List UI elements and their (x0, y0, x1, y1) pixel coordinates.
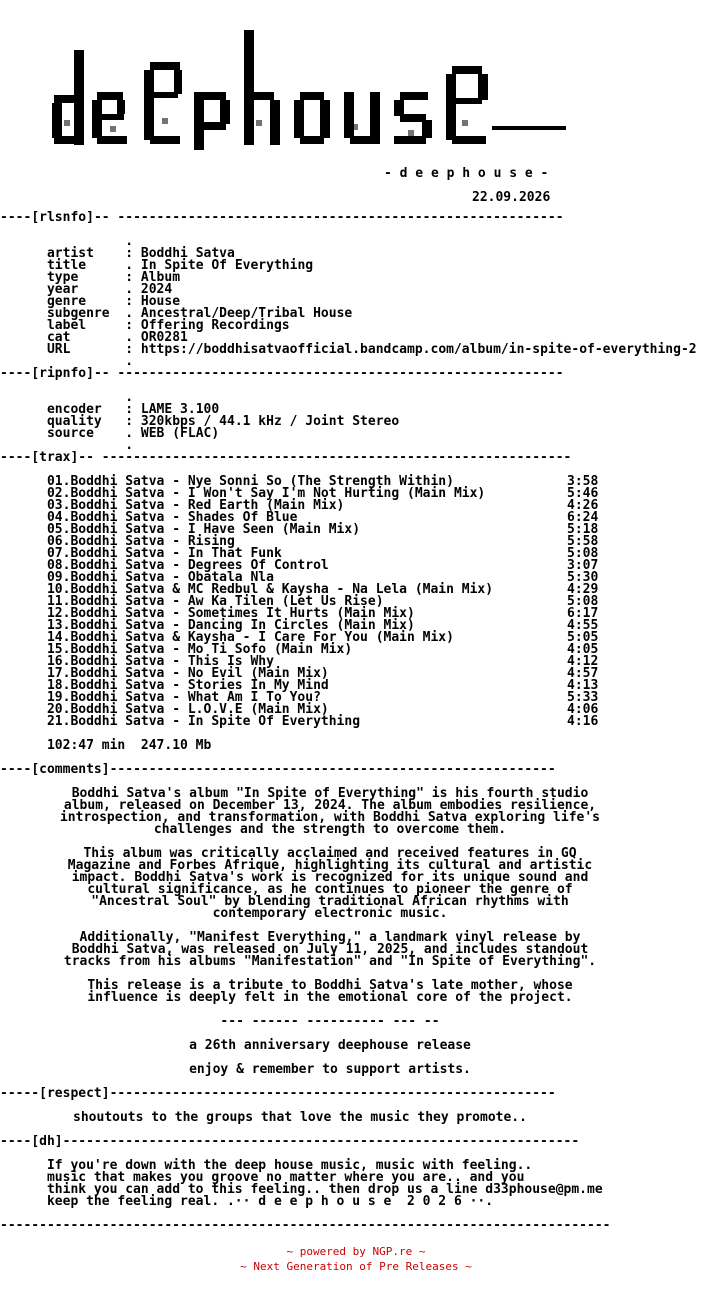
track-title: 11.Boddhi Satva - Aw Ka Tilen (Let Us Rise) (46, 594, 384, 609)
track-duration: 4:26 (567, 498, 599, 513)
field-key: quality (46, 414, 102, 429)
ripnfo-field-quality: quality : 320kbps / 44.1 kHz / Joint Stereo (46, 414, 400, 429)
section-header-dh: ----[dh]------------------------------------------------------------------ (0, 1134, 580, 1149)
comment-line: contemporary electronic music. (212, 906, 448, 921)
dh-line-text: keep the feeling real. .·· d e e p h o u s e 2 0 2 6 ··. (46, 1194, 494, 1209)
comment-line: "Ancestral Soul" by blending traditional African rhythms with (91, 894, 569, 909)
field-key: artist (46, 246, 94, 261)
track-title: 20.Boddhi Satva - L.O.V.E (Main Mix) (46, 702, 329, 717)
track-duration: 4:57 (567, 666, 599, 681)
track-duration: 4:05 (567, 642, 599, 657)
track-title: 17.Boddhi Satva - No Evil (Main Mix) (46, 666, 329, 681)
track-duration: 6:24 (567, 510, 599, 525)
track-title: 06.Boddhi Satva - Rising (46, 534, 235, 549)
track-duration: 5:08 (567, 594, 599, 609)
ripnfo-field-source: source . WEB (FLAC) (46, 426, 220, 441)
comment-line: Boddhi Satva's album "In Spite of Everything" is his fourth studio (71, 786, 589, 801)
field-key: year (46, 282, 79, 297)
track-duration: 5:33 (567, 690, 599, 705)
rlsnfo-field-artist: artist : Boddhi Satva (46, 246, 235, 261)
closing-divider: ------------------------------------------------------------------------------ (0, 1218, 611, 1233)
track-row (0, 716, 712, 728)
field-key: type (46, 270, 79, 285)
track-title: 14.Boddhi Satva & Kaysha - I Care For You (Main Mix) (46, 630, 454, 645)
comment-line: enjoy & remember to support artists. (189, 1062, 471, 1077)
comment-line: Boddhi Satva, was released on July 11, 2025, and includes standout (71, 942, 589, 957)
rlsnfo-fields (0, 248, 712, 356)
track-duration: 5:46 (567, 486, 599, 501)
field-value: Boddhi Satva (140, 246, 235, 261)
field-value: House (140, 294, 181, 309)
field-key: label (46, 318, 87, 333)
rlsnfo-field-genre: genre : House (46, 294, 181, 309)
field-value: 2024 (140, 282, 173, 297)
track-duration: 4:16 (567, 714, 599, 729)
field-value: In Spite Of Everything (140, 258, 314, 273)
track-duration: 4:06 (567, 702, 599, 717)
section-header-rlsnfo: ----[rlsnfo]-- --------------------------------------------------------- (0, 210, 564, 225)
track-title: 12.Boddhi Satva - Sometimes It Hurts (Main Mix) (46, 606, 415, 621)
track-title: 19.Boddhi Satva - What Am I To You? (46, 690, 321, 705)
field-value: Offering Recordings (140, 318, 290, 333)
field-key: title (46, 258, 87, 273)
rlsnfo-field-label: label : Offering Recordings (46, 318, 290, 333)
field-key: URL (46, 342, 71, 357)
footer-tagline[interactable]: ~ Next Generation of Pre Releases ~ (240, 1260, 472, 1273)
rlsnfo-field-type: type : Album (46, 270, 181, 285)
ripnfo-field-encoder: encoder : LAME 3.100 (46, 402, 220, 417)
field-value: https://boddhisatvaofficial.bandcamp.com/album/in-spite-of-everything-2 (140, 342, 697, 357)
field-value: Ancestral/Deep/Tribal House (140, 306, 353, 321)
rlsnfo-field-title: title . In Spite Of Everything (46, 258, 314, 273)
footer (0, 1244, 712, 1274)
rlsnfo-field-subgenre: subgenre . Ancestral/Deep/Tribal House (46, 306, 353, 321)
comment-line: introspection, and transformation, with Boddhi Satva exploring life's (59, 810, 601, 825)
comment-line: --- ------ ---------- --- -- (220, 1014, 440, 1029)
section-header-ripnfo: ----[ripnfo]-- --------------------------------------------------------- (0, 366, 564, 381)
comment-line: Magazine and Forbes Afrique, highlighting its cultural and artistic (67, 858, 593, 873)
track-duration: 5:30 (567, 570, 599, 585)
comment-line: tracks from his albums "Manifestation" and "In Spite of Everything". (63, 954, 597, 969)
release-date: 22.09.2026 (472, 190, 551, 205)
comment-line: impact. Boddhi Satva's work is recognized for its unique sound and (71, 870, 589, 885)
comment-line: This album was critically acclaimed and received features in GQ (83, 846, 577, 861)
comment-line: This release is a tribute to Boddhi Satva's late mother, whose (87, 978, 573, 993)
track-title: 09.Boddhi Satva - Obatala Nla (46, 570, 274, 585)
rlsnfo-field-url[interactable]: URL : https://boddhisatvaofficial.bandcamp.com/album/in-spite-of-everything-2 (46, 342, 697, 357)
section-header-respect: -----[respect]--------------------------------------------------------- (0, 1086, 556, 1101)
field-key: source (46, 426, 94, 441)
track-title: 21.Boddhi Satva - In Spite Of Everything (46, 714, 361, 729)
field-value: WEB (FLAC) (140, 426, 220, 441)
field-value: Album (140, 270, 181, 285)
track-title: 13.Boddhi Satva - Dancing In Circles (Main Mix) (46, 618, 415, 633)
comments-body (0, 788, 712, 1076)
dh-line-text: music that makes you groove no matter where you are.. and you (46, 1170, 525, 1185)
track-title: 10.Boddhi Satva & MC Redbul & Kaysha - Na Lela (Main Mix) (46, 582, 494, 597)
comment-line: influence is deeply felt in the emotional core of the project. (87, 990, 573, 1005)
track-duration: 5:18 (567, 522, 599, 537)
track-title: 01.Boddhi Satva - Nye Sonni So (The Strength Within) (46, 474, 454, 489)
section-header-comments: ----[comments]--------------------------------------------------------- (0, 762, 556, 777)
track-duration: 5:05 (567, 630, 599, 645)
track-duration: 4:13 (567, 678, 599, 693)
track-duration: 4:29 (567, 582, 599, 597)
comment-line: challenges and the strength to overcome them. (153, 822, 507, 837)
field-key: subgenre (46, 306, 110, 321)
track-title: 02.Boddhi Satva - I Won't Say I'm Not Hurting (Main Mix) (46, 486, 486, 501)
track-duration: 4:12 (567, 654, 599, 669)
respect-text: shoutouts to the groups that love the music they promote.. (73, 1110, 527, 1125)
dh-line (0, 1196, 712, 1208)
track-title: 15.Boddhi Satva - Mo Ti Sofo (Main Mix) (46, 642, 353, 657)
comment-line: album, released on December 13, 2024. The album embodies resilience, (63, 798, 597, 813)
field-key: genre (46, 294, 87, 309)
comment-line: Additionally, "Manifest Everything," a landmark vinyl release by (79, 930, 581, 945)
track-title: 08.Boddhi Satva - Degrees Of Control (46, 558, 329, 573)
dh-line-text: think you can add to this feeling.. then drop us a line d33phouse@pm.me (46, 1182, 603, 1197)
field-value: 320kbps / 44.1 kHz / Joint Stereo (140, 414, 400, 429)
ripnfo-fields (0, 404, 712, 440)
track-title: 18.Boddhi Satva - Stories In My Mind (46, 678, 329, 693)
track-title: 03.Boddhi Satva - Red Earth (Main Mix) (46, 498, 345, 513)
header-subtitle: - d e e p h o u s e - (384, 166, 549, 181)
track-duration: 4:55 (567, 618, 599, 633)
footer-powered-by[interactable]: ~ powered by NGP.re ~ (286, 1245, 426, 1258)
dh-body (0, 1160, 712, 1208)
track-duration: 3:58 (567, 474, 599, 489)
nfo-document: - d e e p h o u s e - 22.09.2026 ----[rlsnfo]-- --------------------------------------------------------- . artist : Boddhi Satva title . In Spite Of Everything type : Album year . 2024 genre : House subgenre . Ancestral/Deep/Tribal House label : Offering Recordings cat . OR0281 URL : https://boddhisatvaofficial.bandcamp.com/album/in-spite-of-everything-2 . ----[ripnfo]-- --------------------------------------------------------- . encoder : LAME 3.100 quality : 320kbps / 44.1 kHz / Joint Stereo source . WEB (FLAC) . ----[trax]-- ------------------------------------------------------------ 01.Boddhi Satva - Nye Sonni So (The Strength Within) 3:58 02.Boddhi Satva - I Won't Say I'm Not Hurting (Main Mix) 5:46 03.Boddhi Satva - Red Earth (Main Mix) 4:26 04.Boddhi Satva - Shades Of Blue 6:24 05.Boddhi Satva - I Have Seen (Main Mix) 5:18 06.Boddhi Satva - Rising 5:58 07.Boddhi Satva - In That Funk 5:08 08.Boddhi Satva - Degrees Of Control 3:07 09.Boddhi Satva - Obatala Nla 5:30 10.Boddhi Satva & MC Redbul & Kaysha - Na Lela (Main Mix) 4:29 11.Boddhi Satva - Aw Ka Tilen (Let Us Rise) 5:08 12.Boddhi Satva - Sometimes It Hurts (Main Mix) 6:17 13.Boddhi Satva - Dancing In Circles (Main Mix) 4:55 14.Boddhi Satva & Kaysha - I Care For You (Main Mix) 5:05 15.Boddhi Satva - Mo Ti Sofo (Main Mix) 4:05 16.Boddhi Satva - This Is Why 4:12 17.Boddhi Satva - No Evil (Main Mix) 4:57 18.Boddhi Satva - Stories In My Mind 4:13 19.Boddhi Satva - What Am I To You? 5:33 20.Boddhi Satva - L.O.V.E (Main Mix) 4:06 21.Boddhi Satva - In Spite Of Everything 4:16 102:47 min 247.10 Mb ----[comments]--------------------------------------------------------- Boddhi Satva's album "In Spite of Everything" is his fourth studio album, released on December 13, 2024. The album embodies resilience, introspection, and transformation, with Boddhi Satva exploring life's challenges and the strength to overcome them. This album was critically acclaimed and received features in GQ Magazine and Forbes Afrique, highlighting its cultural and artistic impact. Boddhi Satva's work is recognized for its unique sound and cultural significance, as he continues to pioneer the genre of "Ancestral Soul" by blending traditional African rhythms with contemporary electronic music. Additionally, "Manifest Everything," a landmark vinyl release by Boddhi Satva, was released on July 11, 2025, and includes standout tracks from his albums "Manifestation" and "In Spite of Everything". This release is a tribute to Boddhi Satva's late mother, whose influence is deeply felt in the emotional core of the project. --- ------ ---------- --- -- a 26th anniversary deephouse release enjoy & remember to support artists. -----[respect]--------------------------------------------------------- shoutouts to the groups that love the music they promote.. ----[dh]------------------------------------------------------------------ If you're down with the deep house music, music with feeling.. music that makes you groove no matter where you are.. and you think you can add to this feeling.. then drop us a line d33phouse@pm.me keep the feeling real. .·· d e e p h o u s e 2 0 2 6 ··. ------------------------------------------------------------------------------ (0, 0, 712, 1232)
field-key: cat (46, 330, 71, 345)
track-duration: 6:17 (567, 606, 599, 621)
track-duration: 3:07 (567, 558, 599, 573)
track-duration: 5:58 (567, 534, 599, 549)
comment-line: a 26th anniversary deephouse release (189, 1038, 471, 1053)
track-title: 04.Boddhi Satva - Shades Of Blue (46, 510, 298, 525)
section-header-trax: ----[trax]-- ------------------------------------------------------------ (0, 450, 572, 465)
rlsnfo-field-year: year . 2024 (46, 282, 173, 297)
trax-total: 102:47 min 247.10 Mb (46, 738, 212, 753)
tracklist (0, 476, 712, 728)
track-title: 07.Boddhi Satva - In That Funk (46, 546, 282, 561)
rlsnfo-field-cat: cat . OR0281 (46, 330, 188, 345)
track-duration: 5:08 (567, 546, 599, 561)
field-key: encoder (46, 402, 102, 417)
field-value: OR0281 (140, 330, 188, 345)
comment-line: cultural significance, as he continues to pioneer the genre of (87, 882, 573, 897)
dh-line-text: If you're down with the deep house music, music with feeling.. (46, 1158, 533, 1173)
field-value: LAME 3.100 (140, 402, 220, 417)
track-title: 16.Boddhi Satva - This Is Why (46, 654, 274, 669)
track-title: 05.Boddhi Satva - I Have Seen (Main Mix) (46, 522, 361, 537)
